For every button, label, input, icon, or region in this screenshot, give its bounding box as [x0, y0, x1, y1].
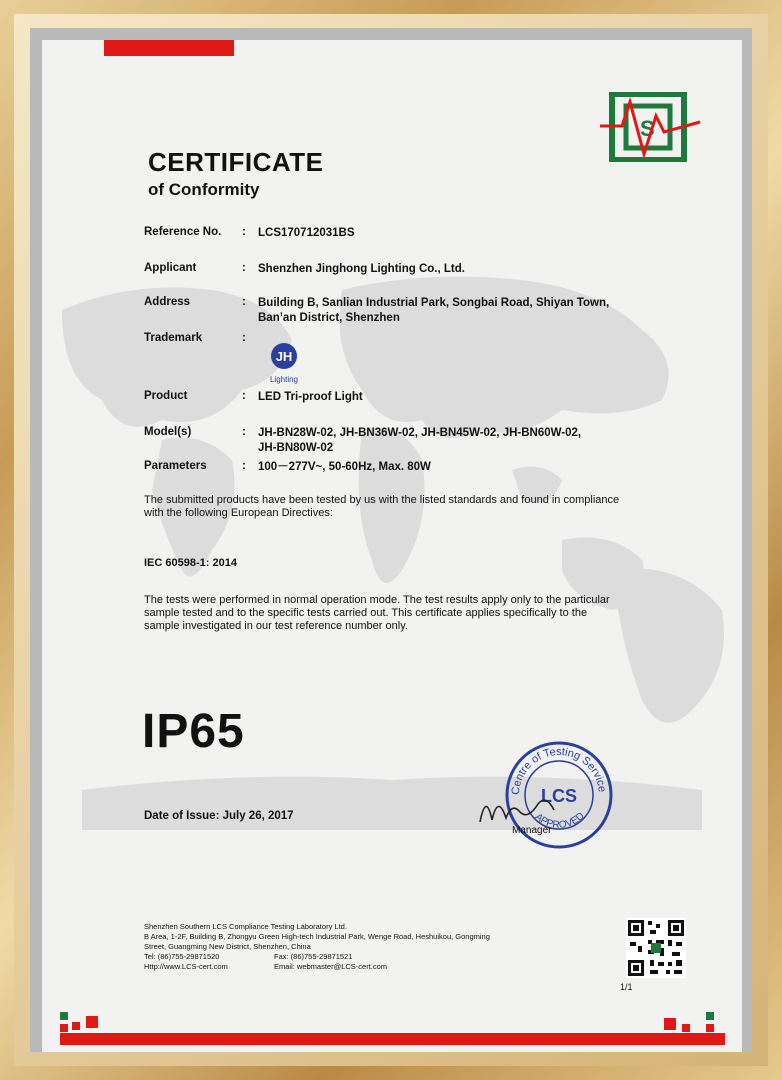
product-value: LED Tri-proof Light	[258, 391, 363, 403]
svg-text:JH: JH	[275, 349, 293, 364]
date-of-issue: Date of Issue: July 26, 2017	[144, 810, 294, 822]
qr-code-icon	[626, 918, 686, 978]
footer-address-line1: B Area, 1-2F, Building B, Zhongyu Green High-tech Industrial Park, Wenge Road, Heshuikou, Gongming	[144, 932, 490, 941]
certificate-page	[42, 40, 742, 1052]
footer-tel: Tel: (86)755-29871520	[144, 952, 220, 961]
footer-email: Email: webmaster@LCS-cert.com	[274, 962, 388, 971]
manager-label: Manager	[512, 825, 552, 836]
top-red-bar	[104, 40, 234, 56]
page-number: 1/1	[620, 982, 633, 992]
applicant-value: Shenzhen Jinghong Lighting Co., Ltd.	[258, 263, 465, 275]
reference-label: Reference No.	[144, 226, 222, 238]
lcs-logo-icon	[598, 92, 702, 162]
colon: :	[242, 332, 246, 344]
seal-top-text: Centre of Testing Service	[509, 745, 608, 796]
models-value: JH-BN28W-02, JH-BN36W-02, JH-BN45W-02, JH-BN60W-02, JH-BN80W-02	[258, 427, 582, 454]
footer-fax: Fax: (86)755-29871521	[274, 952, 353, 961]
address-label: Address	[144, 296, 191, 308]
parameters-label: Parameters	[144, 460, 207, 472]
reference-value: LCS170712031BS	[258, 227, 355, 239]
jh-lighting-trademark	[258, 339, 310, 385]
footer-contact	[144, 922, 490, 972]
deco-square	[86, 1016, 98, 1028]
footer-company: Shenzhen Southern LCS Compliance Testing Laboratory Ltd.	[144, 922, 347, 931]
colon: :	[242, 390, 246, 402]
product-label: Product	[144, 390, 188, 402]
world-map-watermark	[42, 270, 742, 890]
deco-square	[706, 1012, 714, 1020]
colon: :	[242, 296, 246, 308]
applicant-label: Applicant	[144, 262, 197, 274]
deco-square	[60, 1024, 68, 1032]
models-label: Model(s)	[144, 426, 192, 438]
deco-square	[706, 1024, 714, 1032]
colon: :	[242, 460, 246, 472]
colon: :	[242, 226, 246, 238]
footer-web: Http://www.LCS-cert.com	[144, 962, 228, 971]
trademark-label: Trademark	[144, 332, 203, 344]
statement-directives: The submitted products have been tested by us with the listed standards and found in compliance with the following European Directives:	[144, 494, 620, 519]
seal-bottom-text: APPROVED	[532, 810, 587, 832]
svg-text:Lighting: Lighting	[269, 375, 299, 384]
deco-square	[664, 1018, 676, 1030]
parameters-value: 100－277V~, 50-60Hz, Max. 80W	[258, 461, 431, 473]
bottom-red-bar	[60, 1033, 725, 1045]
deco-square	[682, 1024, 690, 1032]
ip-rating: IP65	[142, 705, 245, 758]
svg-text:S: S	[640, 116, 655, 141]
standard: IEC 60598-1: 2014	[144, 557, 237, 569]
deco-square	[60, 1012, 68, 1020]
colon: :	[242, 262, 246, 274]
statement-scope: The tests were performed in normal operation mode. The test results apply only to the particular sample tested and to the specific tests carried out. This certificate applies specifically to the sample investigated in our test reference number only.	[144, 594, 610, 632]
footer-address-line2: Street, Guangming New District, Shenzhen, China	[144, 942, 311, 951]
deco-square	[72, 1022, 80, 1030]
colon: :	[242, 426, 246, 438]
seal-center-text: LCS	[541, 786, 577, 806]
address-value: Building B, Sanlian Industrial Park, Songbai Road, Shiyan Town, Ban’an District, Shenzhen	[258, 297, 610, 324]
certificate-subtitle: of Conformity	[148, 180, 260, 199]
certificate-title: CERTIFICATE	[148, 147, 324, 177]
